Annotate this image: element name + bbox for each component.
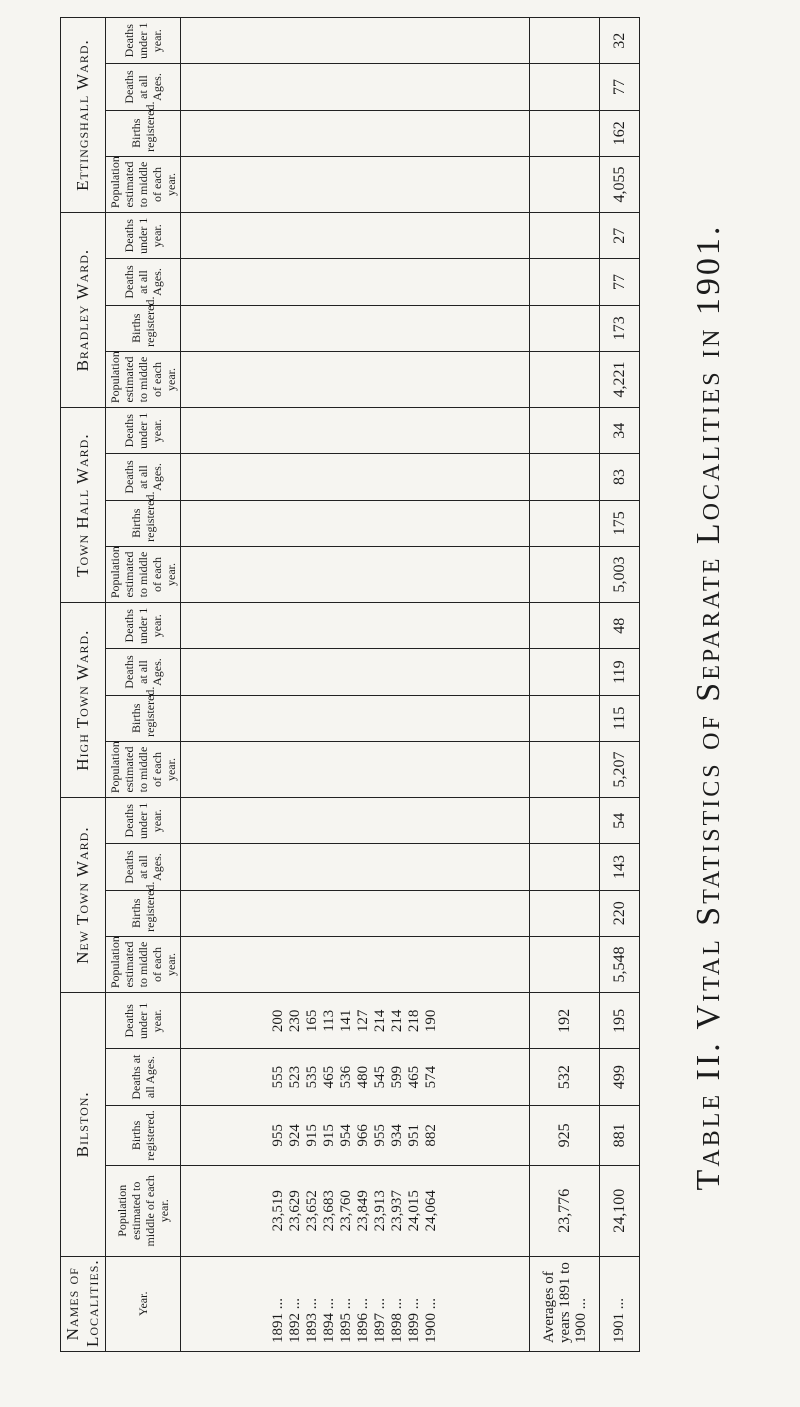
col-births: Births registered. xyxy=(106,305,181,351)
empty-cell xyxy=(181,741,530,797)
ettingshall-1901-deaths-all: 77 xyxy=(600,64,640,110)
bradley-1901-deaths-under-1: 27 xyxy=(600,213,640,259)
new-town-1901-deaths-all: 143 xyxy=(600,844,640,890)
empty-cell xyxy=(181,890,530,936)
col-deaths-all: Deaths at all Ages. xyxy=(106,844,181,890)
avg-deaths-all: 532 xyxy=(530,1049,600,1105)
averages-label: Averages of years 1891 to 1900 ... xyxy=(530,1256,600,1351)
high-town-1901-deaths-all: 119 xyxy=(600,649,640,695)
empty-cell xyxy=(530,110,600,156)
empty-cell xyxy=(181,454,530,500)
empty-cell xyxy=(530,649,600,695)
town-hall-1901-deaths-all: 83 xyxy=(600,454,640,500)
avg-births: 925 xyxy=(530,1105,600,1165)
town-hall-1901-deaths-under-1: 34 xyxy=(600,408,640,454)
empty-cell xyxy=(181,798,530,844)
empty-cell xyxy=(181,259,530,305)
empty-cell xyxy=(530,695,600,741)
empty-cell xyxy=(530,890,600,936)
col-deaths-under-1: Deaths under 1 year. xyxy=(106,18,181,64)
col-births: Births registered. xyxy=(106,695,181,741)
empty-cell xyxy=(530,500,600,546)
year-list: 1891 ... 1892 ... 1893 ... 1894 ... 1895 ... 1896 ... 1897 ... 1898 ... 1899 ... 1900 ... xyxy=(181,1256,530,1351)
empty-cell xyxy=(530,546,600,602)
empty-cell xyxy=(181,305,530,351)
high-town-1901-births: 115 xyxy=(600,695,640,741)
locality-bradley-ward: Bradley Ward. xyxy=(61,213,106,408)
year-header: Year. xyxy=(106,1256,181,1351)
bradley-1901-deaths-all: 77 xyxy=(600,259,640,305)
bilston-deaths-u1-list: 200 230 165 113 141 127 214 214 218 190 xyxy=(181,993,530,1049)
bilston-deaths-all-list: 555 523 535 465 536 480 545 599 465 574 xyxy=(181,1049,530,1105)
empty-cell xyxy=(181,110,530,156)
table-heading: Table II. Vital Statistics of Separate Localities in 1901. xyxy=(690,223,727,1191)
col-deaths-all: Deaths at all Ages. xyxy=(106,64,181,110)
col-deaths-under-1: Deaths under 1 year. xyxy=(106,213,181,259)
col-births: Births registered. xyxy=(106,500,181,546)
empty-cell xyxy=(530,64,600,110)
column-header-row xyxy=(106,18,181,1352)
year-1901: 1901 ... xyxy=(600,1256,640,1351)
new-town-1901-population: 5,548 xyxy=(600,936,640,992)
town-hall-1901-population: 5,003 xyxy=(600,546,640,602)
ettingshall-1901-deaths-under-1: 32 xyxy=(600,18,640,64)
bilston-1901-deaths-all: 499 xyxy=(600,1049,640,1105)
col-population: Population estimated to middle of each year. xyxy=(106,936,181,992)
empty-cell xyxy=(181,64,530,110)
col-deaths-under-1: Deaths under 1 year. xyxy=(106,993,181,1049)
ettingshall-1901-population: 4,055 xyxy=(600,156,640,212)
new-town-1901-deaths-under-1: 54 xyxy=(600,798,640,844)
col-population: Population estimated to middle of each year. xyxy=(106,1166,181,1256)
locality-new-town-ward: New Town Ward. xyxy=(61,798,106,993)
col-population: Population estimated to middle of each year. xyxy=(106,156,181,212)
empty-cell xyxy=(530,603,600,649)
empty-cell xyxy=(530,18,600,64)
empty-cell xyxy=(181,156,530,212)
names-of-localities-header: Names of Localities. xyxy=(61,1256,106,1351)
col-deaths-all: Deaths at all Ages. xyxy=(106,259,181,305)
empty-cell xyxy=(530,156,600,212)
empty-cell xyxy=(181,213,530,259)
bilston-population-list: 23,519 23,629 23,652 23,683 23,760 23,849 23,913 23,937 24,015 24,064 xyxy=(181,1166,530,1256)
empty-cell xyxy=(530,213,600,259)
empty-cell xyxy=(530,408,600,454)
yearly-rows xyxy=(181,18,530,1352)
empty-cell xyxy=(181,695,530,741)
bradley-1901-population: 4,221 xyxy=(600,351,640,407)
empty-cell xyxy=(181,603,530,649)
col-population: Population estimated to middle of each year. xyxy=(106,741,181,797)
bilston-1901-births: 881 xyxy=(600,1105,640,1165)
empty-cell xyxy=(530,936,600,992)
empty-cell xyxy=(530,741,600,797)
bilston-1901-deaths-under-1: 195 xyxy=(600,993,640,1049)
empty-cell xyxy=(530,259,600,305)
empty-cell xyxy=(181,844,530,890)
col-deaths-all: Deaths at all Ages. xyxy=(106,1049,181,1105)
empty-cell xyxy=(530,844,600,890)
locality-ettingshall-ward: Ettingshall Ward. xyxy=(61,18,106,213)
empty-cell xyxy=(530,798,600,844)
col-births: Births registered. xyxy=(106,1105,181,1165)
col-deaths-all: Deaths at all Ages. xyxy=(106,454,181,500)
col-population: Population estimated to middle of each year. xyxy=(106,351,181,407)
col-deaths-under-1: Deaths under 1 year. xyxy=(106,603,181,649)
locality-high-town-ward: High Town Ward. xyxy=(61,603,106,798)
empty-cell xyxy=(530,351,600,407)
row-1901 xyxy=(600,18,640,1352)
col-deaths-all: Deaths at all Ages. xyxy=(106,649,181,695)
empty-cell xyxy=(181,936,530,992)
empty-cell xyxy=(181,546,530,602)
empty-cell xyxy=(181,18,530,64)
empty-cell xyxy=(530,454,600,500)
high-town-1901-deaths-under-1: 48 xyxy=(600,603,640,649)
col-births: Births registered. xyxy=(106,110,181,156)
bradley-1901-births: 173 xyxy=(600,305,640,351)
empty-cell xyxy=(181,649,530,695)
vital-statistics-table xyxy=(60,17,640,1352)
col-deaths-under-1: Deaths under 1 year. xyxy=(106,408,181,454)
statistics-table-wrap xyxy=(60,17,640,1352)
averages-row xyxy=(530,18,600,1352)
ettingshall-1901-births: 162 xyxy=(600,110,640,156)
empty-cell xyxy=(181,500,530,546)
high-town-1901-population: 5,207 xyxy=(600,741,640,797)
bilston-births-list: 955 924 915 915 954 966 955 934 951 882 xyxy=(181,1105,530,1165)
col-births: Births registered. xyxy=(106,890,181,936)
locality-town-hall-ward: Town Hall Ward. xyxy=(61,408,106,603)
empty-cell xyxy=(181,351,530,407)
avg-deaths-under-1: 192 xyxy=(530,993,600,1049)
locality-bilston: Bilston. xyxy=(61,993,106,1256)
town-hall-1901-births: 175 xyxy=(600,500,640,546)
col-population: Population estimated to middle of each year. xyxy=(106,546,181,602)
col-deaths-under-1: Deaths under 1 year. xyxy=(106,798,181,844)
empty-cell xyxy=(530,305,600,351)
bilston-1901-population: 24,100 xyxy=(600,1166,640,1256)
locality-header-row xyxy=(61,18,106,1352)
avg-population: 23,776 xyxy=(530,1166,600,1256)
new-town-1901-births: 220 xyxy=(600,890,640,936)
empty-cell xyxy=(181,408,530,454)
